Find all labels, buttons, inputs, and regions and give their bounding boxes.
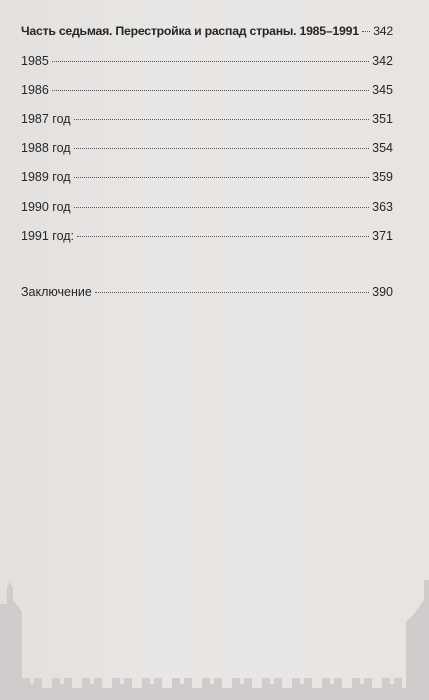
toc-entry-conclusion[interactable] <box>21 285 393 299</box>
dot-leader <box>95 292 369 293</box>
toc-entry-label: 1990 год <box>21 200 71 214</box>
dot-leader <box>74 148 370 149</box>
toc-entry-1989[interactable] <box>21 170 393 184</box>
toc-page-number: 345 <box>372 83 393 97</box>
toc-page-number: 354 <box>372 141 393 155</box>
toc-entry-1990[interactable] <box>21 200 393 214</box>
toc-entry-label: 1985 <box>21 54 49 68</box>
wall-base <box>0 688 429 700</box>
toc-entry-1991[interactable] <box>21 229 393 243</box>
dot-leader <box>74 119 370 120</box>
dot-leader <box>362 31 370 32</box>
toc-page-number: 363 <box>372 200 393 214</box>
wall-battlements <box>22 678 402 688</box>
toc-page-number: 359 <box>372 170 393 184</box>
left-tower <box>0 582 22 700</box>
toc-entry-label: 1987 год <box>21 112 71 126</box>
toc-entry-1988[interactable] <box>21 141 393 155</box>
toc-entry-label: 1991 год: <box>21 229 75 243</box>
toc-entry-label: Заключение <box>21 285 92 299</box>
dot-leader <box>52 61 369 62</box>
dot-leader <box>74 207 370 208</box>
toc-entry-label: 1988 год <box>21 141 71 155</box>
toc-entry-1987[interactable] <box>21 112 393 126</box>
toc-page-number: 351 <box>372 112 393 126</box>
dot-leader <box>77 236 369 237</box>
right-tower <box>406 580 429 700</box>
toc-page-number: 342 <box>372 54 393 68</box>
dot-leader <box>74 177 370 178</box>
toc-page-number: 371 <box>372 229 393 243</box>
dot-leader <box>52 90 369 91</box>
toc-part-heading[interactable] <box>21 24 393 38</box>
toc-entry-1985[interactable] <box>21 54 393 68</box>
toc-entry-label: 1989 год <box>21 170 71 184</box>
kremlin-wall-ornament <box>0 560 429 700</box>
toc-part-label: Часть седьмая. Перестройка и распад страны. 1985–1991 <box>21 24 359 38</box>
toc-page-number: 390 <box>372 285 393 299</box>
toc-page-number: 342 <box>373 24 393 38</box>
toc-entry-1986[interactable] <box>21 83 393 97</box>
toc-entry-label: 1986 <box>21 83 49 97</box>
